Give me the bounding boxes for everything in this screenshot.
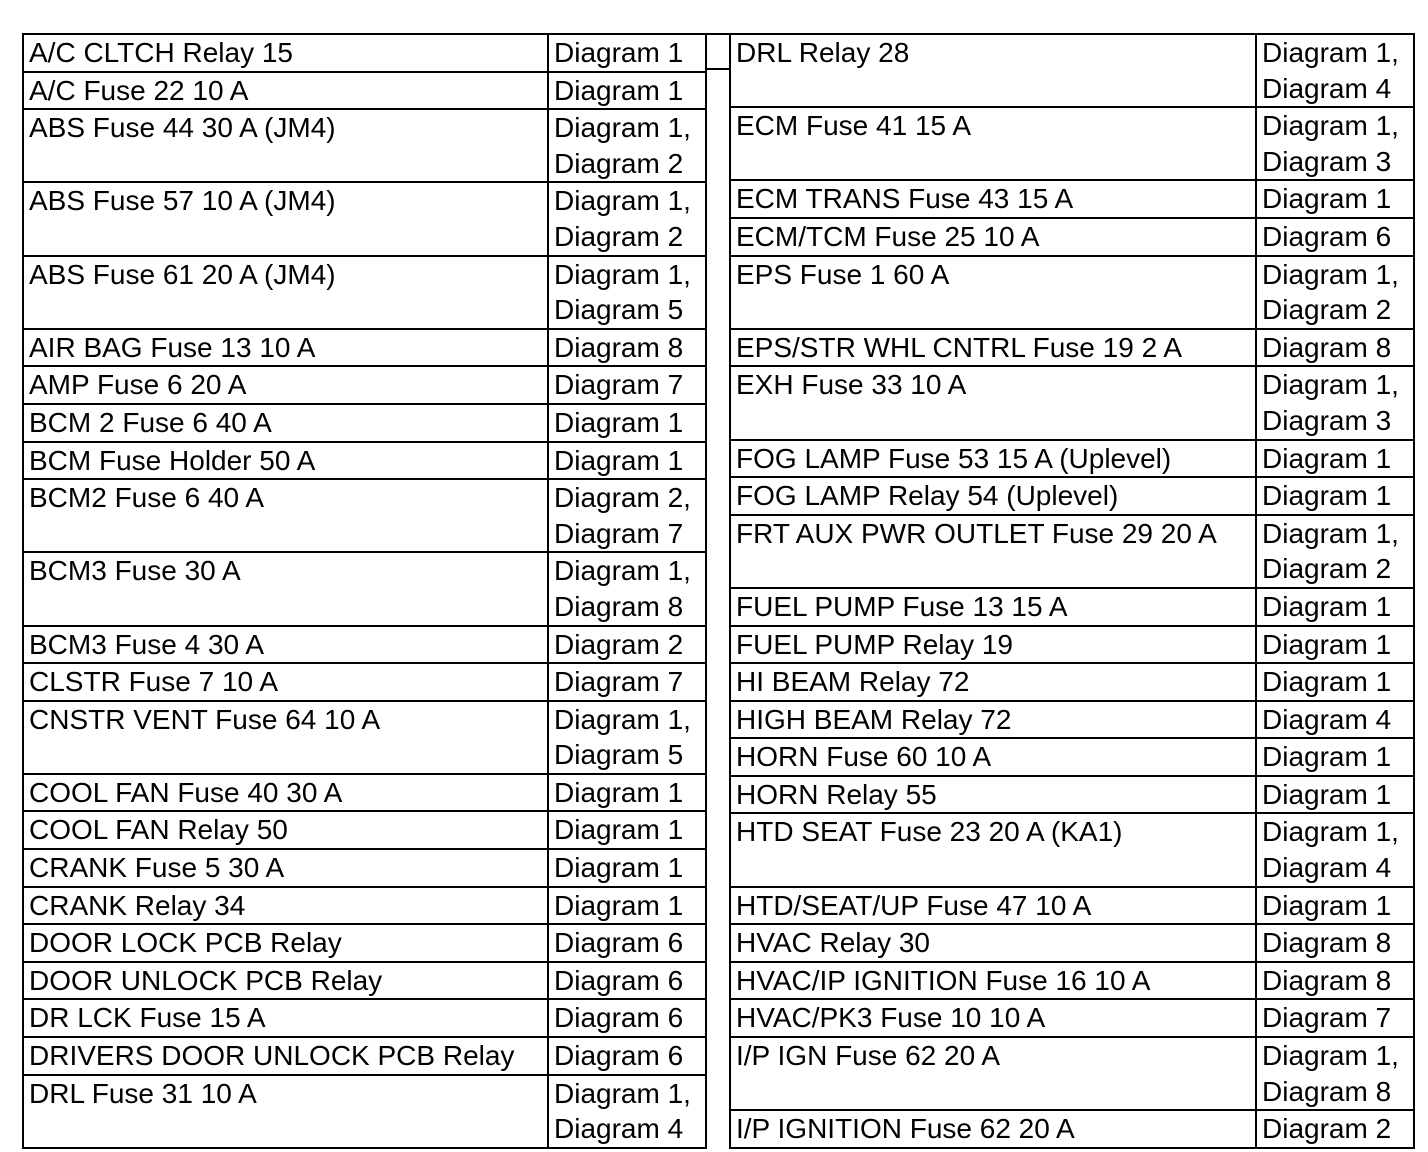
component-name: I/P IGNITION Fuse 62 20 A bbox=[730, 1110, 1256, 1148]
table-row bbox=[23, 552, 706, 625]
diagram-refs bbox=[1256, 366, 1414, 439]
table-row bbox=[23, 887, 706, 925]
diagram-ref: Diagram 1, bbox=[1262, 816, 1399, 848]
diagram-ref: Diagram 7 bbox=[554, 369, 684, 401]
diagram-refs bbox=[1256, 663, 1414, 701]
diagram-ref: Diagram 1 bbox=[554, 74, 684, 106]
diagram-refs bbox=[1256, 924, 1414, 962]
diagram-ref: Diagram 1 bbox=[1262, 442, 1392, 474]
component-name: HI BEAM Relay 72 bbox=[730, 663, 1256, 701]
component-name: HORN Relay 55 bbox=[730, 776, 1256, 814]
diagram-ref: Diagram 1 bbox=[554, 406, 684, 438]
table-row bbox=[23, 774, 706, 812]
diagram-refs bbox=[1256, 626, 1414, 664]
diagram-ref: Diagram 8 bbox=[554, 590, 684, 622]
component-name: HVAC/IP IGNITION Fuse 16 10 A bbox=[730, 962, 1256, 1000]
table-row bbox=[23, 404, 706, 442]
table-row bbox=[730, 218, 1414, 256]
diagram-refs bbox=[548, 329, 706, 367]
diagram-ref: Diagram 1 bbox=[554, 444, 684, 476]
component-name: COOL FAN Relay 50 bbox=[23, 811, 548, 849]
diagram-refs bbox=[548, 1075, 706, 1148]
table-row bbox=[23, 479, 706, 552]
diagram-ref: Diagram 1 bbox=[1262, 480, 1392, 512]
table-row bbox=[730, 477, 1414, 515]
diagram-ref: Diagram 8 bbox=[1262, 964, 1392, 996]
diagram-refs bbox=[1256, 218, 1414, 256]
component-name: ABS Fuse 61 20 A (JM4) bbox=[23, 256, 548, 329]
diagram-refs bbox=[548, 72, 706, 110]
diagram-refs bbox=[1256, 738, 1414, 776]
component-name: CNSTR VENT Fuse 64 10 A bbox=[23, 701, 548, 774]
diagram-refs bbox=[548, 366, 706, 404]
table-row bbox=[23, 256, 706, 329]
component-name: EPS Fuse 1 60 A bbox=[730, 256, 1256, 329]
table-row bbox=[23, 109, 706, 182]
index-table-left bbox=[22, 33, 707, 1149]
diagram-ref: Diagram 5 bbox=[554, 739, 684, 771]
component-name: CRANK Fuse 5 30 A bbox=[23, 849, 548, 887]
component-name: HVAC/PK3 Fuse 10 10 A bbox=[730, 999, 1256, 1037]
component-name: BCM 2 Fuse 6 40 A bbox=[23, 404, 548, 442]
component-name: BCM3 Fuse 4 30 A bbox=[23, 626, 548, 664]
component-name: ECM/TCM Fuse 25 10 A bbox=[730, 218, 1256, 256]
diagram-refs bbox=[548, 1037, 706, 1075]
diagram-refs bbox=[548, 404, 706, 442]
diagram-ref: Diagram 1 bbox=[1262, 666, 1392, 698]
diagram-ref: Diagram 1, bbox=[554, 1077, 691, 1109]
component-name: AIR BAG Fuse 13 10 A bbox=[23, 329, 548, 367]
diagram-refs bbox=[1256, 999, 1414, 1037]
component-name: FOG LAMP Relay 54 (Uplevel) bbox=[730, 477, 1256, 515]
diagram-ref: Diagram 7 bbox=[554, 517, 684, 549]
diagram-refs bbox=[1256, 776, 1414, 814]
diagram-ref: Diagram 3 bbox=[1262, 404, 1392, 436]
table-row bbox=[730, 1037, 1414, 1110]
diagram-ref: Diagram 1, bbox=[1262, 369, 1399, 401]
diagram-ref: Diagram 1, bbox=[1262, 517, 1399, 549]
diagram-refs bbox=[548, 811, 706, 849]
component-name: A/C CLTCH Relay 15 bbox=[23, 34, 548, 72]
table-row bbox=[23, 849, 706, 887]
diagram-ref: Diagram 1, bbox=[1262, 1040, 1399, 1072]
table-row bbox=[23, 1037, 706, 1075]
table-row bbox=[730, 515, 1414, 588]
diagram-ref: Diagram 2, bbox=[554, 482, 691, 514]
component-name: HIGH BEAM Relay 72 bbox=[730, 701, 1256, 739]
table-row bbox=[730, 1110, 1414, 1148]
component-name: DRL Relay 28 bbox=[730, 34, 1256, 107]
component-name: HVAC Relay 30 bbox=[730, 924, 1256, 962]
diagram-ref: Diagram 2 bbox=[1262, 1113, 1392, 1145]
diagram-ref: Diagram 4 bbox=[1262, 852, 1392, 884]
diagram-refs bbox=[548, 442, 706, 480]
table-row bbox=[23, 72, 706, 110]
diagram-refs bbox=[1256, 515, 1414, 588]
diagram-refs bbox=[1256, 329, 1414, 367]
diagram-ref: Diagram 8 bbox=[1262, 927, 1392, 959]
component-name: HORN Fuse 60 10 A bbox=[730, 738, 1256, 776]
diagram-ref: Diagram 1, bbox=[1262, 110, 1399, 142]
diagram-refs bbox=[548, 109, 706, 182]
diagram-ref: Diagram 1 bbox=[1262, 741, 1392, 773]
column-gap bbox=[707, 33, 729, 70]
table-row bbox=[730, 180, 1414, 218]
component-name: FRT AUX PWR OUTLET Fuse 29 20 A bbox=[730, 515, 1256, 588]
diagram-refs bbox=[1256, 1037, 1414, 1110]
diagram-refs bbox=[548, 256, 706, 329]
diagram-refs bbox=[1256, 477, 1414, 515]
diagram-ref: Diagram 1 bbox=[554, 776, 684, 808]
component-name: FUEL PUMP Relay 19 bbox=[730, 626, 1256, 664]
diagram-ref: Diagram 1, bbox=[554, 555, 691, 587]
table-row bbox=[23, 442, 706, 480]
diagram-ref: Diagram 1, bbox=[554, 185, 691, 217]
diagram-ref: Diagram 2 bbox=[1262, 294, 1392, 326]
table-row bbox=[730, 887, 1414, 925]
diagram-refs bbox=[1256, 256, 1414, 329]
component-name: ECM TRANS Fuse 43 15 A bbox=[730, 180, 1256, 218]
component-name: BCM2 Fuse 6 40 A bbox=[23, 479, 548, 552]
diagram-refs bbox=[1256, 440, 1414, 478]
diagram-refs bbox=[1256, 962, 1414, 1000]
diagram-refs bbox=[548, 479, 706, 552]
diagram-refs bbox=[548, 774, 706, 812]
diagram-ref: Diagram 1 bbox=[1262, 183, 1392, 215]
index-table-right bbox=[729, 33, 1415, 1149]
diagram-refs bbox=[548, 887, 706, 925]
diagram-ref: Diagram 6 bbox=[554, 1002, 684, 1034]
diagram-refs bbox=[1256, 1110, 1414, 1148]
diagram-refs bbox=[548, 552, 706, 625]
diagram-ref: Diagram 6 bbox=[1262, 220, 1392, 252]
diagram-ref: Diagram 1 bbox=[554, 852, 684, 884]
diagram-refs bbox=[548, 34, 706, 72]
table-row bbox=[730, 366, 1414, 439]
table-row bbox=[730, 256, 1414, 329]
diagram-ref: Diagram 1 bbox=[554, 814, 684, 846]
diagram-ref: Diagram 4 bbox=[1262, 72, 1392, 104]
diagram-ref: Diagram 4 bbox=[554, 1113, 684, 1145]
table-row bbox=[23, 962, 706, 1000]
diagram-refs bbox=[1256, 887, 1414, 925]
diagram-ref: Diagram 6 bbox=[554, 927, 684, 959]
component-name: DOOR UNLOCK PCB Relay bbox=[23, 962, 548, 1000]
diagram-refs bbox=[1256, 107, 1414, 180]
component-name: EPS/STR WHL CNTRL Fuse 19 2 A bbox=[730, 329, 1256, 367]
diagram-ref: Diagram 8 bbox=[1262, 1075, 1392, 1107]
table-row bbox=[23, 999, 706, 1037]
component-name: A/C Fuse 22 10 A bbox=[23, 72, 548, 110]
table-row bbox=[730, 34, 1414, 107]
component-name: ABS Fuse 44 30 A (JM4) bbox=[23, 109, 548, 182]
table-row bbox=[23, 663, 706, 701]
table-row bbox=[23, 34, 706, 72]
diagram-refs bbox=[548, 663, 706, 701]
component-name: BCM3 Fuse 30 A bbox=[23, 552, 548, 625]
table-row bbox=[730, 813, 1414, 886]
component-name: FOG LAMP Fuse 53 15 A (Uplevel) bbox=[730, 440, 1256, 478]
diagram-ref: Diagram 6 bbox=[554, 964, 684, 996]
fuse-relay-index bbox=[22, 33, 1415, 1149]
diagram-ref: Diagram 4 bbox=[1262, 703, 1392, 735]
diagram-ref: Diagram 1 bbox=[554, 37, 684, 68]
table-row bbox=[730, 626, 1414, 664]
diagram-ref: Diagram 2 bbox=[554, 147, 684, 179]
diagram-refs bbox=[1256, 813, 1414, 886]
table-row bbox=[730, 924, 1414, 962]
diagram-ref: Diagram 2 bbox=[554, 628, 684, 660]
diagram-ref: Diagram 3 bbox=[1262, 145, 1392, 177]
diagram-ref: Diagram 8 bbox=[554, 331, 684, 363]
diagram-ref: Diagram 1 bbox=[1262, 590, 1392, 622]
component-name: HTD SEAT Fuse 23 20 A (KA1) bbox=[730, 813, 1256, 886]
table-row bbox=[23, 701, 706, 774]
diagram-ref: Diagram 1 bbox=[554, 889, 684, 921]
table-row bbox=[730, 663, 1414, 701]
diagram-ref: Diagram 1 bbox=[1262, 778, 1392, 810]
table-row bbox=[730, 999, 1414, 1037]
component-name: FUEL PUMP Fuse 13 15 A bbox=[730, 588, 1256, 626]
diagram-refs bbox=[1256, 701, 1414, 739]
component-name: BCM Fuse Holder 50 A bbox=[23, 442, 548, 480]
table-row bbox=[23, 811, 706, 849]
diagram-ref: Diagram 5 bbox=[554, 294, 684, 326]
component-name: COOL FAN Fuse 40 30 A bbox=[23, 774, 548, 812]
diagram-ref: Diagram 2 bbox=[1262, 553, 1392, 585]
diagram-ref: Diagram 7 bbox=[1262, 1002, 1392, 1034]
component-name: EXH Fuse 33 10 A bbox=[730, 366, 1256, 439]
diagram-refs bbox=[548, 924, 706, 962]
component-name: ABS Fuse 57 10 A (JM4) bbox=[23, 182, 548, 255]
table-row bbox=[730, 701, 1414, 739]
diagram-ref: Diagram 1, bbox=[554, 112, 691, 144]
diagram-refs bbox=[548, 849, 706, 887]
diagram-ref: Diagram 1 bbox=[1262, 889, 1392, 921]
table-row bbox=[23, 182, 706, 255]
diagram-ref: Diagram 1, bbox=[554, 258, 691, 290]
table-row bbox=[23, 329, 706, 367]
diagram-refs bbox=[1256, 180, 1414, 218]
table-row bbox=[730, 738, 1414, 776]
component-name: DR LCK Fuse 15 A bbox=[23, 999, 548, 1037]
diagram-refs bbox=[548, 962, 706, 1000]
table-row bbox=[730, 776, 1414, 814]
table-row bbox=[23, 366, 706, 404]
table-row bbox=[730, 440, 1414, 478]
diagram-refs bbox=[548, 701, 706, 774]
diagram-ref: Diagram 1, bbox=[1262, 258, 1399, 290]
diagram-ref: Diagram 1, bbox=[1262, 37, 1399, 68]
component-name: HTD/SEAT/UP Fuse 47 10 A bbox=[730, 887, 1256, 925]
table-row bbox=[23, 626, 706, 664]
diagram-refs bbox=[1256, 588, 1414, 626]
diagram-ref: Diagram 1, bbox=[554, 703, 691, 735]
diagram-ref: Diagram 8 bbox=[1262, 331, 1392, 363]
component-name: DRL Fuse 31 10 A bbox=[23, 1075, 548, 1148]
gap-header-box bbox=[707, 33, 729, 70]
diagram-refs bbox=[548, 626, 706, 664]
table-row bbox=[23, 1075, 706, 1148]
component-name: CLSTR Fuse 7 10 A bbox=[23, 663, 548, 701]
table-row bbox=[23, 924, 706, 962]
table-row bbox=[730, 329, 1414, 367]
table-row bbox=[730, 588, 1414, 626]
component-name: DRIVERS DOOR UNLOCK PCB Relay bbox=[23, 1037, 548, 1075]
diagram-refs bbox=[548, 182, 706, 255]
diagram-refs bbox=[1256, 34, 1414, 107]
component-name: DOOR LOCK PCB Relay bbox=[23, 924, 548, 962]
table-row bbox=[730, 107, 1414, 180]
component-name: AMP Fuse 6 20 A bbox=[23, 366, 548, 404]
diagram-ref: Diagram 1 bbox=[1262, 628, 1392, 660]
component-name: ECM Fuse 41 15 A bbox=[730, 107, 1256, 180]
diagram-refs bbox=[548, 999, 706, 1037]
component-name: I/P IGN Fuse 62 20 A bbox=[730, 1037, 1256, 1110]
table-row bbox=[730, 962, 1414, 1000]
component-name: CRANK Relay 34 bbox=[23, 887, 548, 925]
diagram-ref: Diagram 7 bbox=[554, 666, 684, 698]
diagram-ref: Diagram 2 bbox=[554, 220, 684, 252]
diagram-ref: Diagram 6 bbox=[554, 1040, 684, 1072]
